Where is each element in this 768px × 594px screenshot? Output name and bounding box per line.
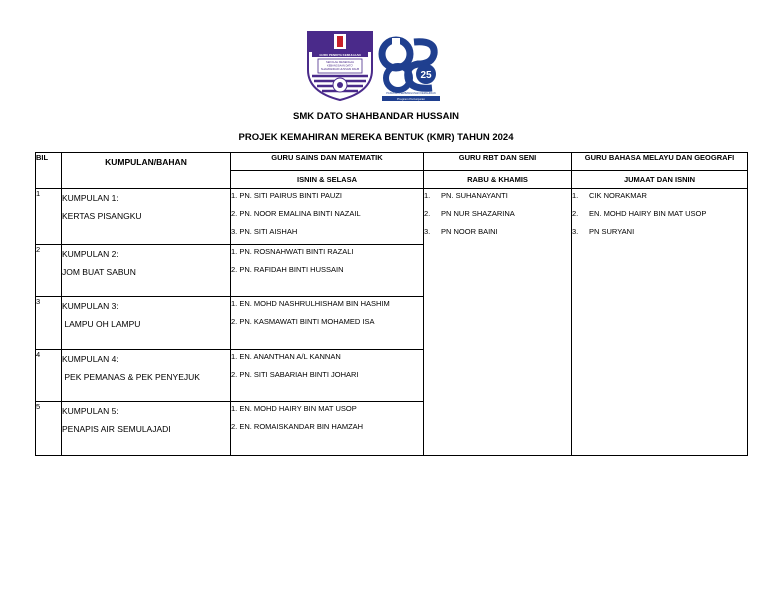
teacher-item: 2. EN. ROMAISKANDAR BIN HAMZAH — [231, 422, 364, 431]
teacher-item: 2. PN. SITI SABARIAH BINTI JOHARI — [231, 370, 359, 379]
svg-text:KEBANGSAAN DATO': KEBANGSAAN DATO' — [326, 64, 354, 68]
item-number: 1. — [424, 191, 431, 200]
teacher-item: 1. EN. ANANTHAN A/L KANNAN — [231, 352, 341, 361]
group-material: KERTAS PISANGKU — [62, 211, 142, 221]
teacher-name: PN NUR SHAZARINA — [441, 209, 515, 218]
teacher-item: 1. EN. MOHD NASHRULHISHAM BIN HASHIM — [231, 299, 390, 308]
science-teachers — [231, 297, 424, 350]
group-cell — [62, 189, 231, 245]
header-rbt: GURU RBT DAN SENI — [424, 153, 572, 171]
bm-teachers — [572, 189, 748, 456]
science-teachers — [231, 350, 424, 402]
group-label: KUMPULAN 1: — [62, 193, 119, 203]
project-title: PROJEK KEMAHIRAN MEREKA BENTUK (KMR) TAHUN 2024 — [238, 132, 514, 143]
header-row — [36, 153, 748, 171]
group-cell — [62, 402, 231, 456]
item-number: 3. — [572, 227, 579, 236]
group-cell — [62, 350, 231, 402]
subheader-bm: JUMAAT DAN ISNIN — [572, 171, 748, 189]
teacher-item: 1. PN. ROSNAHWATI BINTI RAZALI — [231, 247, 354, 256]
logos — [306, 30, 446, 102]
teacher-name: PN. SUHANAYANTI — [441, 191, 508, 200]
header-bil: BIL — [36, 153, 62, 189]
rbt-teachers — [424, 189, 572, 456]
row-bil: 5 — [36, 402, 62, 456]
teacher-name: PN SURYANI — [589, 227, 635, 236]
svg-text:SEKOLAH MENENGAH: SEKOLAH MENENGAH — [326, 61, 354, 64]
ks25-logo — [378, 34, 444, 102]
group-label: KUMPULAN 3: — [62, 301, 119, 311]
teacher-item — [424, 225, 571, 243]
item-number: 3. — [424, 227, 431, 236]
teacher-item — [424, 189, 571, 207]
row-bil: 3 — [36, 297, 62, 350]
teacher-item — [572, 207, 747, 225]
item-number: 2. — [424, 209, 431, 218]
kmr-table — [35, 152, 748, 456]
header-kumpulan: KUMPULAN/BAHAN — [62, 153, 231, 189]
group-material: LAMPU OH LAMPU — [62, 319, 141, 329]
teacher-item: 1. EN. MOHD HAIRY BIN MAT USOP — [231, 404, 357, 413]
school-name: SMK DATO SHAHBANDAR HUSSAIN — [293, 111, 459, 122]
table-row — [36, 189, 748, 245]
svg-text:SHAHBANDAR HUSSAIN RAUB: SHAHBANDAR HUSSAIN RAUB — [320, 68, 360, 71]
group-label: KUMPULAN 2: — [62, 249, 119, 259]
group-label: KUMPULAN 4: — [62, 354, 119, 364]
subheader-rbt: RABU & KHAMIS — [424, 171, 572, 189]
teacher-item: 1. PN. SITI PAIRUS BINTI PAUZI — [231, 191, 342, 200]
teacher-item — [572, 225, 747, 243]
teacher-name: PN NOOR BAINI — [441, 227, 498, 236]
teacher-name: EN. MOHD HAIRY BIN MAT USOP — [589, 209, 707, 218]
svg-text:GURU PENDITA KEMULIAAN: GURU PENDITA KEMULIAAN — [319, 53, 361, 57]
group-cell — [62, 297, 231, 350]
group-label: KUMPULAN 5: — [62, 406, 119, 416]
teacher-item: 3. PN. SITI AISHAH — [231, 227, 298, 236]
subheader-sains: ISNIN & SELASA — [231, 171, 424, 189]
row-bil: 2 — [36, 245, 62, 297]
group-material: PENAPIS AIR SEMULAJADI — [62, 424, 171, 434]
svg-text:PASUKAN PEMBANGUNAN KEMAHIRAN: PASUKAN PEMBANGUNAN KEMAHIRAN — [386, 92, 436, 95]
science-teachers — [231, 245, 424, 297]
row-bil: 4 — [36, 350, 62, 402]
group-material: PEK PEMANAS & PEK PENYEJUK — [62, 372, 200, 382]
science-teachers — [231, 402, 424, 456]
header-bm: GURU BAHASA MELAYU DAN GEOGRAFI — [572, 153, 748, 171]
teacher-item — [572, 189, 747, 207]
header-sains: GURU SAINS DAN MATEMATIK — [231, 153, 424, 171]
row-bil: 1 — [36, 189, 62, 245]
teacher-item: 2. PN. KASMAWATI BINTI MOHAMED ISA — [231, 317, 375, 326]
svg-text:Program Pertunjuran: Program Pertunjuran — [397, 96, 425, 101]
item-number: 2. — [572, 209, 579, 218]
teacher-item: 2. PN. RAFIDAH BINTI HUSSAIN — [231, 265, 344, 274]
teacher-item: 2. PN. NOOR EMALINA BINTI NAZAIL — [231, 209, 361, 218]
teacher-name: CIK NORAKMAR — [589, 191, 647, 200]
science-teachers — [231, 189, 424, 245]
teacher-item — [424, 207, 571, 225]
item-number: 1. — [572, 191, 579, 200]
svg-text:25: 25 — [420, 70, 432, 81]
group-material: JOM BUAT SABUN — [62, 267, 136, 277]
group-cell — [62, 245, 231, 297]
school-crest-logo — [306, 30, 374, 102]
